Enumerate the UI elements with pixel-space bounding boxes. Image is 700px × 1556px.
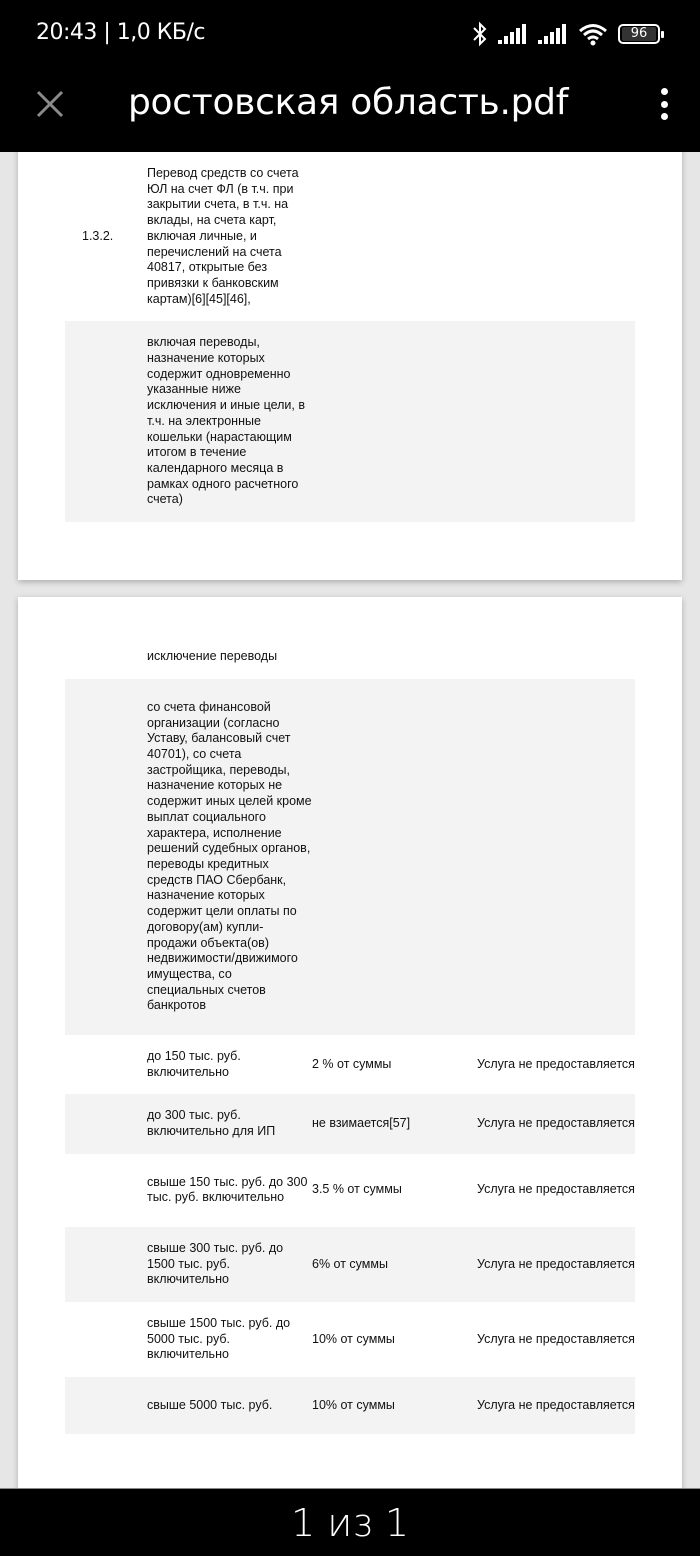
table-row — [65, 1302, 635, 1377]
status-time: 20:43 | 1,0 КБ/с — [36, 20, 205, 45]
page-indicator: 1 из 1 — [290, 1501, 410, 1545]
row-note — [477, 152, 635, 321]
row-number — [65, 635, 147, 679]
row-fee: 3.5 % от суммы — [312, 1182, 402, 1197]
row-number — [65, 1094, 147, 1153]
row-description: исключение переводы — [147, 649, 278, 664]
pdf-page — [18, 152, 682, 580]
table-row — [65, 679, 635, 1035]
row-note: Услуга не предоставляется — [477, 1331, 635, 1346]
row-number — [65, 1035, 147, 1094]
table-row — [65, 1227, 635, 1302]
table-row — [65, 635, 635, 679]
bluetooth-icon — [472, 21, 488, 47]
table-row — [65, 321, 635, 522]
row-number — [65, 321, 147, 522]
row-description: со счета финансовой организации (согласно Уставу, балансовый счет 40701), со счета застройщика, переводы, назначение которых не содержит иных целей кроме выплат социального характера, исполнение решений судебных органов, переводы кредитных средств ПАО Сбербанк, назначение которых содержит цели оплаты по договору(ам) купли-продажи объекта(ов) недвижимости/движимого имущества, со специальных счетов банкротов — [147, 699, 312, 1013]
table-row — [65, 1377, 635, 1434]
row-number — [65, 1377, 147, 1434]
row-fee: 6% от суммы — [312, 1256, 388, 1271]
row-fee — [312, 679, 477, 1035]
pdf-page — [18, 597, 682, 1488]
row-number — [65, 1154, 147, 1227]
row-number — [65, 1302, 147, 1377]
close-button[interactable] — [30, 84, 70, 124]
row-description: Перевод средств со счета ЮЛ на счет ФЛ (в т.ч. при закрытии счета, в т.ч. на вклады, на счета карт, включая личные, и перечислений на счета 40817, открытые без привязки к банковским картам)[6][45][46], — [147, 166, 299, 306]
row-fee — [312, 635, 477, 679]
table-row — [65, 1035, 635, 1094]
row-description: свыше 150 тыс. руб. до 300 тыс. руб. включительно — [147, 1174, 308, 1205]
row-note: Услуга не предоставляется — [477, 1397, 635, 1412]
more-vert-icon-dot — [661, 101, 668, 108]
battery-icon — [618, 24, 660, 44]
wifi-icon — [578, 22, 608, 46]
more-vert-icon-dot — [661, 113, 668, 120]
close-icon — [35, 89, 65, 119]
battery-level: 96 — [622, 27, 656, 41]
row-description: свыше 300 тыс. руб. до 1500 тыс. руб. включительно — [147, 1240, 284, 1287]
row-note: Услуга не предоставляется — [477, 1056, 635, 1071]
row-description: включая переводы, назначение которых содержит одновременно указанные ниже исключения и иные цели, в т.ч. на электронные кошельки (нарастающим итогом в течение календарного месяца в рамках одного расчетного счета) — [147, 335, 305, 507]
row-description: до 150 тыс. руб. включительно — [147, 1049, 241, 1079]
row-fee: 2 % от суммы — [312, 1056, 392, 1071]
fee-table — [65, 152, 635, 522]
row-description: свыше 5000 тыс. руб. — [147, 1397, 273, 1412]
row-description: свыше 1500 тыс. руб. до 5000 тыс. руб. включительно — [147, 1315, 291, 1362]
signal-icon — [538, 24, 568, 44]
row-note: Услуга не предоставляется — [477, 1256, 635, 1271]
app-bar — [0, 68, 700, 152]
row-fee — [312, 321, 477, 522]
pdf-viewer[interactable] — [0, 152, 700, 1488]
row-fee — [312, 152, 477, 321]
row-note — [477, 321, 635, 522]
more-options-button[interactable] — [654, 84, 674, 124]
row-note — [477, 635, 635, 679]
status-icons — [472, 20, 660, 48]
table-row — [65, 152, 635, 321]
row-number — [65, 1227, 147, 1302]
row-fee: 10% от суммы — [312, 1397, 395, 1412]
signal-icon — [498, 24, 528, 44]
status-bar — [0, 0, 700, 68]
table-row — [65, 1154, 635, 1227]
row-number: 1.3.2. — [82, 228, 114, 243]
row-note — [477, 679, 635, 1035]
document-title: ростовская область.pdf — [128, 82, 569, 123]
row-fee: 10% от суммы — [312, 1331, 395, 1346]
more-vert-icon — [661, 88, 668, 95]
row-number — [65, 679, 147, 1035]
row-fee: не взимается[57] — [312, 1116, 411, 1131]
fee-table — [65, 635, 635, 1434]
row-note: Услуга не предоставляется — [477, 1182, 635, 1197]
bottom-bar — [0, 1488, 700, 1556]
table-row — [65, 1094, 635, 1153]
row-note: Услуга не предоставляется — [477, 1116, 635, 1131]
row-description: до 300 тыс. руб. включительно для ИП — [147, 1108, 276, 1139]
